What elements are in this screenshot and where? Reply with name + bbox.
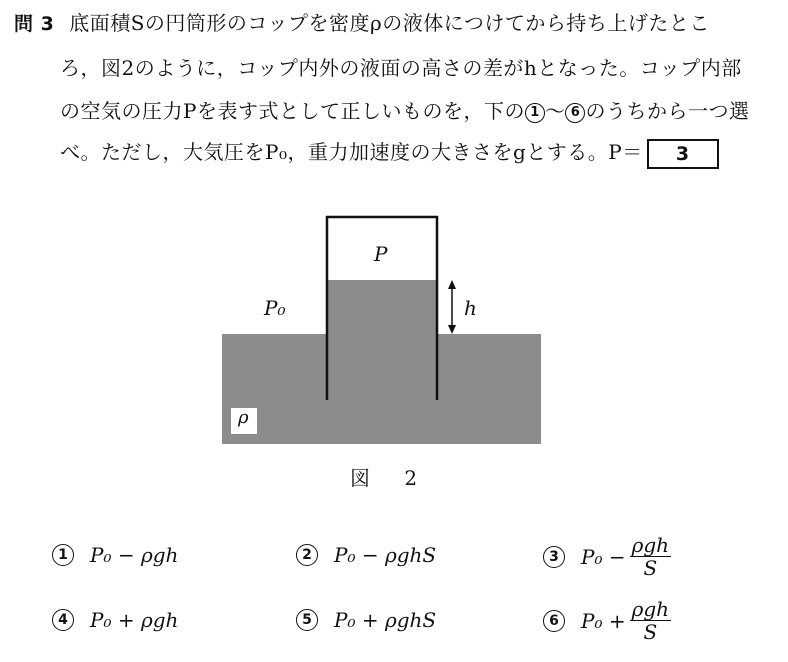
choice-4[interactable] — [52, 608, 178, 632]
choice-3[interactable] — [543, 534, 671, 579]
fraction-numerator: ρgh — [631, 597, 670, 621]
label-density: ρ — [238, 407, 249, 428]
question-text-3b: のうちから一つ選 — [585, 99, 750, 123]
choice-expression: P₀ − ρgh — [90, 543, 179, 567]
question-text-1: 底面積Sの円筒形のコップを密度ρの液体につけてから持ち上げたとこ — [69, 11, 710, 35]
choice-expression: P₀ + ρgh — [90, 608, 179, 632]
question-text-4: べ。ただし，大気圧をP₀，重力加速度の大きさをgとする。P＝ — [60, 140, 643, 164]
choice-number: 4 — [52, 609, 74, 631]
liquid-inside-cup — [327, 280, 437, 400]
choice-number: 5 — [296, 609, 318, 631]
choice-6[interactable] — [543, 598, 671, 643]
figure-caption: 図 2 — [350, 466, 432, 490]
question-label: 問 3 — [14, 13, 55, 35]
fraction-denominator: S — [643, 620, 658, 644]
circled-number-first: 1 — [525, 103, 545, 123]
question-text-2: ろ，図2のように，コップ内外の液面の高さの差がhとなった。コップ内部 — [60, 56, 742, 80]
choice-expression: P₀ − ρghS — [334, 543, 437, 567]
label-height-difference: h — [464, 296, 477, 320]
choice-number: 2 — [296, 544, 318, 566]
fraction-denominator: S — [643, 556, 658, 580]
h-arrow-head-up — [448, 280, 456, 289]
choice-expression-lead: P₀ − — [581, 544, 626, 569]
choice-5[interactable] — [296, 608, 436, 632]
choice-expression: P₀ + ρghS — [334, 608, 437, 632]
choice-number: 3 — [543, 546, 565, 568]
choice-number: 1 — [52, 544, 74, 566]
choice-2[interactable] — [296, 543, 436, 567]
label-atmospheric-pressure: P₀ — [264, 296, 286, 320]
answer-box[interactable]: 3 — [647, 139, 719, 169]
label-cup-pressure: P — [374, 242, 388, 266]
fraction — [630, 534, 671, 579]
choice-number: 6 — [543, 610, 565, 632]
question-text-3a: の空気の圧力Pを表す式として正しいものを，下の — [60, 99, 525, 123]
h-arrow-head-down — [448, 325, 456, 334]
fraction-numerator: ρgh — [631, 533, 670, 557]
circled-number-last: 6 — [565, 103, 585, 123]
choice-expression-lead: P₀ + — [581, 608, 626, 633]
fraction — [630, 598, 671, 643]
tilde: ～ — [544, 99, 566, 123]
choice-1[interactable] — [52, 543, 178, 567]
